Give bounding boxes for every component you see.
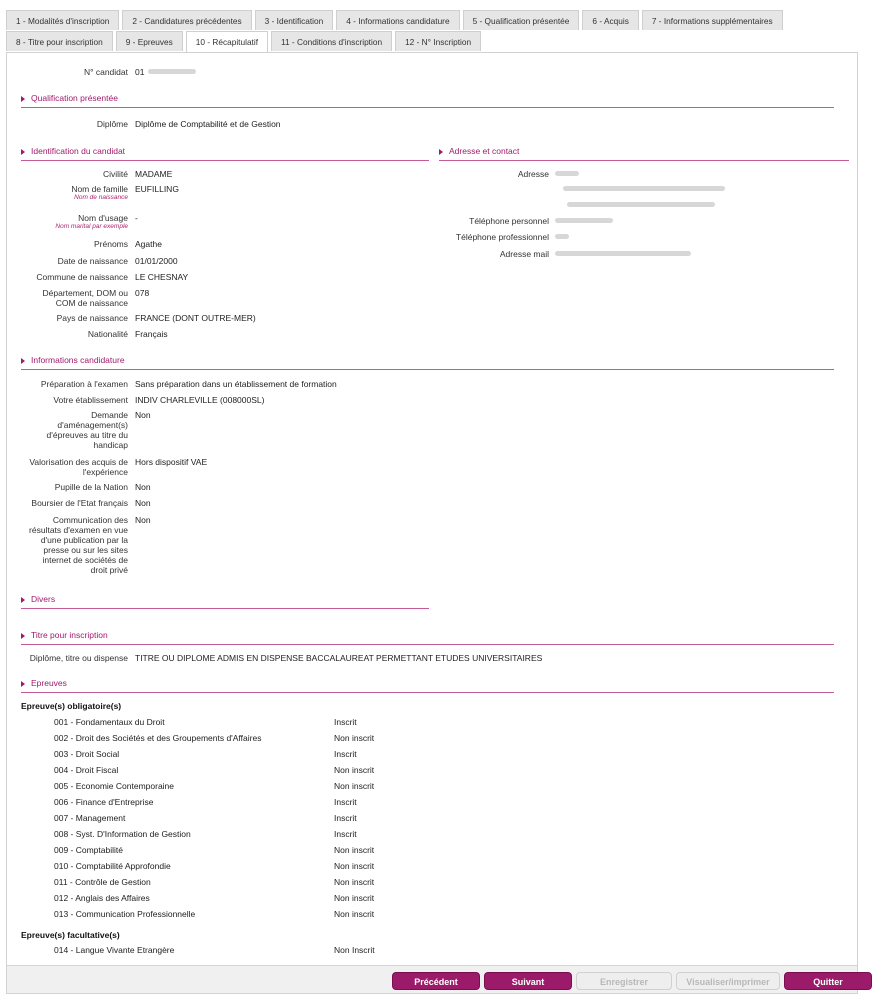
vae-value: Hors dispositif VAE [135, 457, 208, 467]
prenoms-label: Prénoms [93, 239, 128, 249]
tab-epreuves[interactable]: 9 - Epreuves [116, 31, 183, 51]
adresse-label: Adresse [517, 169, 549, 179]
pupille-value: Non [135, 482, 151, 492]
communication-label: Communication des résultats d'examen en vue d'une publication par la presse ou sur les sites internet de sociétés de droit privé [29, 515, 128, 575]
tab-titre-inscription[interactable]: 8 - Titre pour inscription [6, 31, 113, 51]
tab-row-1 [6, 10, 858, 31]
epreuve-status: Non inscrit [334, 909, 375, 919]
suivant-button[interactable]: Suivant [484, 972, 572, 990]
caret-right-icon [21, 358, 25, 364]
section-titre-inscription[interactable]: Titre pour inscription [21, 630, 834, 645]
pays-naissance-value: FRANCE (DONT OUTRE-MER) [135, 313, 256, 323]
section-epreuves[interactable]: Epreuves [21, 678, 834, 693]
pupille-label: Pupille de la Nation [54, 482, 128, 492]
preparation-value: Sans préparation dans un établissement de formation [135, 379, 337, 389]
epreuve-name: 011 - Contrôle de Gestion [54, 877, 151, 887]
epreuve-status: Inscrit [334, 717, 357, 727]
epreuve-status: Non inscrit [334, 765, 375, 775]
tab-qualification[interactable]: 5 - Qualification présentée [463, 10, 580, 30]
boursier-label: Boursier de l'Etat français [31, 498, 128, 508]
commune-naissance-label: Commune de naissance [36, 272, 128, 282]
epreuves-facultatives-title: Epreuve(s) facultative(s) [21, 930, 120, 940]
telephone-professionnel-redacted [555, 234, 569, 239]
tab-identification[interactable]: 3 - Identification [255, 10, 334, 30]
caret-right-icon [439, 149, 443, 155]
epreuves-obligatoires-title: Epreuve(s) obligatoire(s) [21, 701, 122, 711]
epreuve-name: 006 - Finance d'Entreprise [54, 797, 154, 807]
quitter-button[interactable]: Quitter [784, 972, 872, 990]
section-identification[interactable]: Identification du candidat [21, 146, 429, 161]
nom-usage-label: Nom d'usage Nom marital par exemple [7, 213, 128, 231]
boursier-value: Non [135, 498, 151, 508]
tab-modalites[interactable]: 1 - Modalités d'inscription [6, 10, 119, 30]
adresse-redacted-2 [563, 186, 725, 191]
tab-numero-inscription[interactable]: 12 - N° Inscription [395, 31, 481, 51]
epreuve-status: Inscrit [334, 829, 357, 839]
etablissement-label: Votre établissement [53, 395, 128, 405]
caret-right-icon [21, 149, 25, 155]
titre-value: TITRE OU DIPLOME ADMIS EN DISPENSE BACCALAUREAT PERMETTANT ETUDES UNIVERSITAIRES [135, 653, 543, 663]
epreuve-name: 005 - Economie Contemporaine [54, 781, 175, 791]
visualiser-imprimer-button[interactable]: Visualiser/imprimer [676, 972, 780, 990]
pays-naissance-label: Pays de naissance [56, 313, 128, 323]
tab-informations-supplementaires[interactable]: 7 - Informations supplémentaires [642, 10, 783, 30]
nom-famille-value: EUFILLING [135, 184, 179, 194]
epreuve-name: 007 - Management [54, 813, 126, 823]
date-naissance-label: Date de naissance [57, 256, 128, 266]
epreuve-status: Inscrit [334, 813, 357, 823]
epreuve-name: 008 - Syst. D'Information de Gestion [54, 829, 191, 839]
nom-usage-value: - [135, 213, 138, 223]
epreuve-name: 009 - Comptabilité [54, 845, 123, 855]
section-adresse-contact[interactable]: Adresse et contact [439, 146, 849, 161]
tab-acquis[interactable]: 6 - Acquis [582, 10, 638, 30]
diplome-value: Diplôme de Comptabilité et de Gestion [135, 119, 281, 129]
tab-candidatures-precedentes[interactable]: 2 - Candidatures précédentes [122, 10, 251, 30]
tab-conditions-inscription[interactable]: 11 - Conditions d'inscription [271, 31, 392, 51]
tab-recapitulatif[interactable]: 10 - Récapitulatif [186, 31, 268, 52]
caret-right-icon [21, 633, 25, 639]
epreuve-name: 012 - Anglais des Affaires [54, 893, 150, 903]
epreuve-status: Non inscrit [334, 845, 375, 855]
epreuve-name: 003 - Droit Social [54, 749, 120, 759]
caret-right-icon [21, 681, 25, 687]
communication-value: Non [135, 515, 151, 525]
preparation-label: Préparation à l'examen [40, 379, 128, 389]
amenagement-label: Demande d'aménagement(s) d'épreuves au titre du handicap [46, 410, 128, 450]
adresse-redacted-3 [567, 202, 715, 207]
etablissement-value: INDIV CHARLEVILLE (008000SL) [135, 395, 265, 405]
titre-label: Diplôme, titre ou dispense [29, 653, 128, 663]
departement-naissance-value: 078 [135, 288, 150, 298]
adresse-redacted-1 [555, 171, 579, 176]
diplome-label: Diplôme [96, 119, 128, 129]
tab-row-2 [6, 31, 858, 52]
candidat-number-label: N° candidat [83, 67, 128, 77]
telephone-professionnel-label: Téléphone professionnel [455, 232, 549, 242]
nom-famille-hint: Nom de naissance [74, 194, 128, 201]
vae-label: Valorisation des acquis de l'expérience [29, 457, 128, 477]
epreuve-status: Non inscrit [334, 733, 375, 743]
nom-usage-hint: Nom marital par exemple [55, 223, 128, 230]
caret-right-icon [21, 96, 25, 102]
epreuve-name: 001 - Fondamentaux du Droit [54, 717, 165, 727]
section-informations-candidature[interactable]: Informations candidature [21, 355, 834, 370]
epreuve-name: 014 - Langue Vivante Etrangère [54, 945, 175, 955]
enregistrer-button[interactable]: Enregistrer [576, 972, 672, 990]
recap-panel [6, 52, 858, 994]
prenoms-value: Agathe [135, 239, 162, 249]
date-naissance-value: 01/01/2000 [135, 256, 178, 266]
section-divers[interactable]: Divers [21, 594, 429, 609]
epreuve-name: 002 - Droit des Sociétés et des Groupements d'Affaires [54, 733, 262, 743]
epreuve-name: 004 - Droit Fiscal [54, 765, 119, 775]
action-bar [7, 965, 857, 993]
adresse-mail-redacted [555, 251, 691, 256]
epreuve-status: Non inscrit [334, 877, 375, 887]
amenagement-value: Non [135, 410, 151, 420]
section-qualification[interactable]: Qualification présentée [21, 93, 834, 108]
civilite-label: Civilité [102, 169, 128, 179]
precedent-button[interactable]: Précédent [392, 972, 480, 990]
telephone-personnel-label: Téléphone personnel [469, 216, 549, 226]
epreuve-status: Non inscrit [334, 781, 375, 791]
epreuve-name: 010 - Comptabilité Approfondie [54, 861, 171, 871]
commune-naissance-value: LE CHESNAY [135, 272, 189, 282]
nom-famille-label: Nom de famille Nom de naissance [7, 184, 128, 202]
epreuve-status: Inscrit [334, 749, 357, 759]
epreuve-status: Inscrit [334, 797, 357, 807]
departement-naissance-label: Département, DOM ou COM de naissance [42, 288, 128, 308]
candidat-number-redacted [148, 69, 196, 74]
adresse-mail-label: Adresse mail [499, 249, 549, 259]
nationalite-label: Nationalité [87, 329, 128, 339]
epreuve-status: Non inscrit [334, 861, 375, 871]
epreuve-name: 013 - Communication Professionnelle [54, 909, 196, 919]
nationalite-value: Français [135, 329, 168, 339]
epreuve-status: Non inscrit [334, 893, 375, 903]
tab-bar [6, 10, 858, 52]
caret-right-icon [21, 597, 25, 603]
telephone-personnel-redacted [555, 218, 613, 223]
civilite-value: MADAME [135, 169, 173, 179]
epreuve-status: Non Inscrit [334, 945, 375, 955]
candidat-number-value: 01 [135, 67, 145, 77]
tab-informations-candidature[interactable]: 4 - Informations candidature [336, 10, 459, 30]
